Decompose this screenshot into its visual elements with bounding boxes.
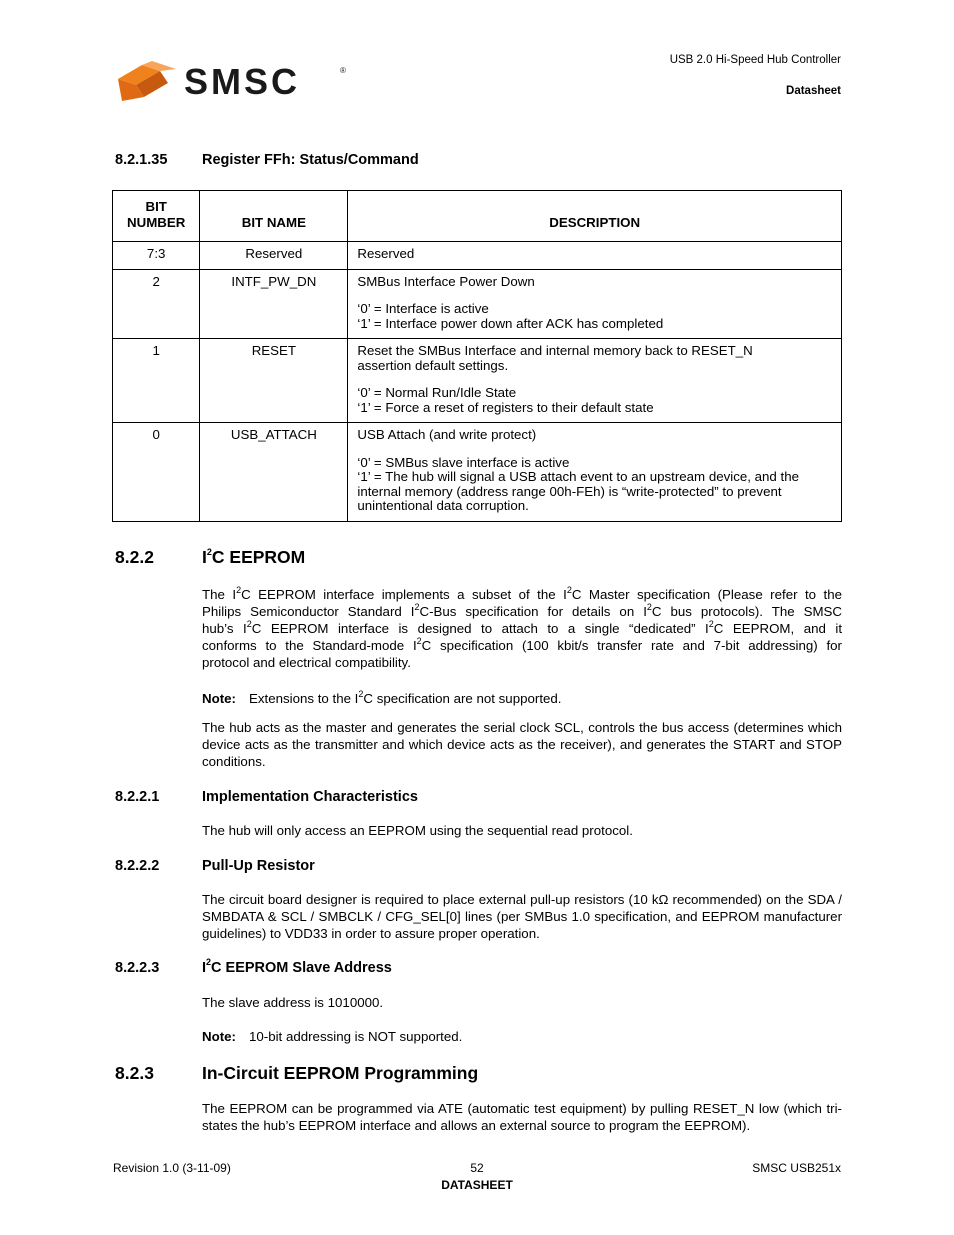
logo-wordmark: SMSC <box>184 61 301 102</box>
section-title: $I^2C$ EEPROM Slave Address <box>202 957 392 976</box>
table-row <box>113 269 842 339</box>
description-line: unintentional data corruption. <box>357 498 529 513</box>
note-label: Note: <box>202 1029 236 1044</box>
bit-name-cell: INTF_PW_DN <box>200 269 348 339</box>
register-table <box>112 190 842 522</box>
description-line: ‘0’ = Interface is active <box>357 301 489 316</box>
section-number: 8.2.1.35 <box>115 152 168 168</box>
note-10bit <box>202 1028 842 1045</box>
header-doctype: Datasheet <box>786 85 841 97</box>
table-row <box>113 339 842 423</box>
in-circuit-paragraph: The EEPROM can be programmed via ATE (automatic test equipment) by pulling RESET_N low (which tri-states the hub’s EEPROM interface and allows an external source to program the EEPROM). <box>202 1101 842 1133</box>
section-number: 8.2.2.1 <box>115 789 160 805</box>
smsc-logo <box>118 61 348 103</box>
note-label: Note: <box>202 691 236 706</box>
description-line: ‘1’ = Interface power down after ACK has completed <box>357 315 664 331</box>
bit-number-cell: 1 <box>113 339 200 423</box>
description-line: assertion default settings. <box>357 357 509 373</box>
header-product: USB 2.0 Hi-Speed Hub Controller <box>669 54 841 66</box>
note-i2c-extensions: Note: Extensions to the $I^2C$ specification are not supported. <box>202 688 562 706</box>
table-row <box>113 423 842 522</box>
section-heading-8-2-2-3 <box>115 957 815 980</box>
description-line: ‘0’ = SMBus slave interface is active <box>357 454 570 470</box>
section-heading-8-2-3 <box>115 1063 815 1087</box>
bit-name-cell: USB_ATTACH <box>200 423 348 522</box>
description-line: internal memory (address range 00h-FEh) is “write-protected” to prevent <box>357 483 782 499</box>
section-heading-8-2-2 <box>115 547 815 571</box>
i2c-intro-paragraph: The $I^2C$ EEPROM interface implements a subset of the $I^2C$ Master specification (Please refer to the Philips Semiconductor Standard $I^2C$-Bus specification for details on $I^2C$ bus protocols). The SMSC hub’s $I^2C$ EEPROM interface is designed to attach to a single “dedicated” $I^2C$ EEPROM, and it conforms to the Standard-mode $I^2C$ specification (100 kbit/s transfer rate and 7-bit addressing) for protocol and electrical compatibility. <box>202 584 843 670</box>
description-line: ‘1’ = The hub will signal a USB attach event to an upstream device, and the <box>357 469 800 484</box>
section-heading-8-2-2-2 <box>115 858 815 878</box>
section-title: Register FFh: Status/Command <box>202 152 419 168</box>
col-header-bit-name: BIT NAME <box>200 191 348 242</box>
bit-name-cell: Reserved <box>200 242 348 270</box>
section-number: 8.2.3 <box>115 1063 154 1083</box>
section-number: 8.2.2 <box>115 547 154 567</box>
master-paragraph: The hub acts as the master and generates the serial clock SCL, controls the bus access (determines which device acts as the transmitter and which device acts as the receiver), and generates the START and STOP conditions. <box>202 720 842 769</box>
footer-doctype: DATASHEET <box>441 1178 513 1192</box>
registered-mark: ® <box>340 66 346 75</box>
section-heading-8-2-1-35 <box>115 152 815 172</box>
footer-revision: Revision 1.0 (3-11-09) <box>113 1161 231 1175</box>
bit-number-cell: 7:3 <box>113 242 200 270</box>
description-line: SMBus Interface Power Down <box>357 273 535 289</box>
implementation-paragraph: The hub will only access an EEPROM using the sequential read protocol. <box>202 823 633 838</box>
col-header-bit-number: BIT NUMBER <box>113 191 200 242</box>
section-title: $I^2C$ EEPROM <box>202 547 306 567</box>
section-title: Implementation Characteristics <box>202 789 418 805</box>
slave-address-paragraph: The slave address is 1010000. <box>202 995 384 1010</box>
description-line: ‘1’ = Force a reset of registers to their default state <box>357 399 654 415</box>
description-line: Reset the SMBus Interface and internal memory back to RESET_N <box>357 343 753 358</box>
description-cell <box>348 423 842 522</box>
note-text: 10-bit addressing is NOT supported. <box>248 1029 463 1044</box>
description-line: Reserved <box>357 246 415 261</box>
bit-number-cell: 0 <box>113 423 200 522</box>
description-line: ‘0’ = Normal Run/Idle State <box>357 385 517 400</box>
section-number: 8.2.2.3 <box>115 960 160 976</box>
description-cell <box>348 242 842 270</box>
description-cell <box>348 269 842 339</box>
description-cell <box>348 339 842 423</box>
bit-name-cell: RESET <box>200 339 348 423</box>
section-title: In-Circuit EEPROM Programming <box>202 1063 479 1083</box>
section-title: Pull-Up Resistor <box>202 858 315 874</box>
description-line: USB Attach (and write protect) <box>357 427 537 442</box>
bit-number-cell: 2 <box>113 269 200 339</box>
section-heading-8-2-2-1 <box>115 789 815 809</box>
smsc-logo-icon <box>118 61 348 103</box>
footer-product: SMSC USB251x <box>752 1161 841 1175</box>
col-header-description: DESCRIPTION <box>348 191 842 242</box>
footer-page-number: 52 <box>470 1161 484 1175</box>
table-header-row <box>113 191 842 242</box>
pullup-paragraph: The circuit board designer is required to place external pull-up resistors (10 kΩ recommended) on the SDA / SMBDATA & SCL / SMBCLK / CFG_SEL[0] lines (per SMBus 1.0 specification, and EEPROM manufacturer guidelines) to VDD33 in order to assure proper operation. <box>202 892 842 941</box>
table-row <box>113 242 842 270</box>
section-number: 8.2.2.2 <box>115 858 160 874</box>
